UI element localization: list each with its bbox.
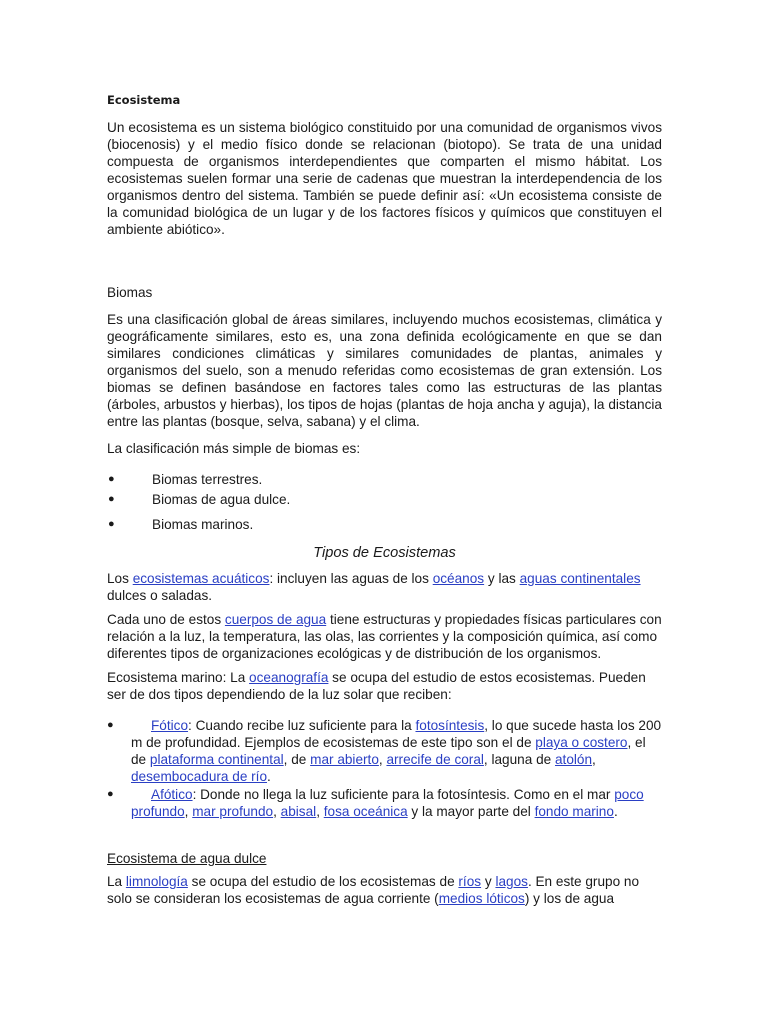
link-poco-profundo[interactable]: poco profundo [131, 787, 644, 819]
bullet-icon: ● [108, 473, 115, 485]
list-item-text: Biomas terrestres. [152, 472, 263, 487]
text-run: se ocupa del estudio de los ecosistemas de [187, 874, 459, 889]
link-atolon[interactable]: atolón [554, 752, 593, 767]
text-run: , [378, 752, 387, 767]
text-run: : Cuando recibe luz suficiente para la [188, 718, 416, 733]
link-oceanos[interactable]: océanos [432, 571, 485, 586]
paragraph-ecosistema: Un ecosistema es un sistema biológico constituido por una comunidad de organismos vivos (biocenosis) y el medio físico donde se relacionan (biotopo). Se trata de una unidad compuesta de organismos interdependientes que comparten el mismo hábitat. Los ecosistemas suelen formar una serie de cadenas que muestran la interdependencia de los organismos dentro del sistema. También se puede definir así: «Un ecosistema consiste de la comunidad biológica de un lugar y de los factores físicos y químicos que constituyen el ambiente abiótico». [107, 120, 662, 237]
text-run: Ecosistema marino: La [107, 670, 250, 685]
heading-agua-dulce-text: Ecosistema de agua dulce [107, 851, 267, 866]
text-run: . [267, 769, 271, 784]
text-run: dulces o saladas. [107, 588, 213, 603]
list-item [107, 471, 662, 488]
bullet-icon: ● [107, 719, 114, 731]
text-run: . En este grupo no solo se consideran los ecosistemas de agua corriente ( [107, 874, 640, 906]
link-playa-o-costero[interactable]: playa o costero [535, 735, 628, 750]
bullet-icon: ● [108, 518, 115, 530]
text-run: , el de [131, 735, 646, 767]
heading-agua-dulce [107, 850, 662, 867]
list-item [107, 516, 662, 533]
text-run: se ocupa del estudio de estos ecosistemas. Pueden ser de dos tipos dependiendo de la luz solar que reciben: [107, 670, 646, 702]
link-ecosistemas-acuaticos[interactable]: ecosistemas acuáticos [132, 571, 270, 586]
link-arrecife-de-coral[interactable]: arrecife de coral [386, 752, 484, 767]
text-run: . [613, 804, 618, 819]
text-run: : incluyen las aguas de los [269, 571, 433, 586]
link-lagos[interactable]: lagos [495, 874, 528, 889]
link-plataforma-continental[interactable]: plataforma continental [149, 752, 284, 767]
heading-biomas: Biomas [107, 285, 153, 300]
link-limnologia[interactable]: limnología [125, 874, 188, 889]
list-item-fotico [107, 717, 662, 785]
text-run: : Donde no llega la luz suficiente para la fotosíntesis. Como en el mar [192, 787, 615, 802]
link-fosa-oceanica[interactable]: fosa oceánica [323, 804, 408, 819]
text-run: y las [484, 571, 520, 586]
list-item-text: Biomas marinos. [152, 517, 254, 532]
link-mar-abierto[interactable]: mar abierto [310, 752, 379, 767]
link-medios-loticos[interactable]: medios lóticos [438, 891, 525, 906]
text-run: , de [283, 752, 311, 767]
link-mar-profundo[interactable]: mar profundo [192, 804, 274, 819]
text-run: y la mayor parte del [407, 804, 535, 819]
list-item-text: Biomas de agua dulce. [152, 492, 291, 507]
text-run: , [316, 804, 324, 819]
paragraph-cuerpos-de-agua [107, 611, 662, 662]
link-oceanografia[interactable]: oceanografía [249, 670, 329, 685]
text-run: , laguna de [483, 752, 555, 767]
document-page [107, 93, 662, 907]
link-afotico[interactable]: Afótico [151, 787, 193, 802]
link-cuerpos-de-agua[interactable]: cuerpos de agua [224, 612, 327, 627]
text-run: , lo que sucede hasta los 200 m de profundidad. Ejemplos de ecosistemas de este tipo son el de [131, 718, 662, 750]
bullet-icon: ● [108, 493, 115, 505]
bullet-icon: ● [107, 788, 114, 800]
list-item [107, 491, 662, 508]
paragraph-ecosistema-marino [107, 669, 662, 703]
document-title: Ecosistema [107, 93, 181, 107]
link-fotosintesis[interactable]: fotosíntesis [415, 718, 485, 733]
text-run: ) y los de agua [524, 891, 615, 906]
paragraph-acuaticos [107, 570, 662, 604]
link-desembocadura-de-rio[interactable]: desembocadura de río [131, 769, 268, 784]
paragraph-biomas: Es una clasificación global de áreas similares, incluyendo muchos ecosistemas, climática y geográficamente similares, esto es, una zona definida ecológicamente en que se dan similares condiciones climáticas y similares comunidades de plantas, animales y organismos del suelo, son a menudo referidas como ecosistemas de gran extensión. Los biomas se definen basándose en factores tales como las estructuras de las plantas (árboles, arbustos y hierbas), los tipos de hojas (plantas de hoja ancha y aguja), la distancia entre las plantas (bosque, selva, sabana) y el clima. [107, 312, 662, 429]
text-run: Los [107, 571, 133, 586]
text-run: Cada uno de estos [107, 612, 225, 627]
link-aguas-continentales[interactable]: aguas continentales [519, 571, 641, 586]
link-abisal[interactable]: abisal [280, 804, 317, 819]
text-run: La [107, 874, 126, 889]
list-item-afotico [107, 786, 662, 820]
list-item-text [131, 786, 662, 820]
heading-tipos: Tipos de Ecosistemas [313, 545, 456, 561]
link-fondo-marino[interactable]: fondo marino [534, 804, 614, 819]
text-run: y [481, 874, 496, 889]
list-item-text [131, 717, 662, 785]
text-run: , [273, 804, 281, 819]
link-fotico[interactable]: Fótico [151, 718, 189, 733]
text-run: , [184, 804, 193, 819]
paragraph-limnologia [107, 873, 662, 907]
link-rios[interactable]: ríos [458, 874, 482, 889]
paragraph-clasificacion: La clasificación más simple de biomas es: [107, 441, 361, 456]
text-run: tiene estructuras y propiedades físicas particulares con relación a la luz, la temperatura, las olas, las corrientes y la composición química, así como diferentes tipos de organizaciones ecológicas y de distribución de los organismos. [107, 612, 662, 661]
text-run: , [592, 752, 596, 767]
